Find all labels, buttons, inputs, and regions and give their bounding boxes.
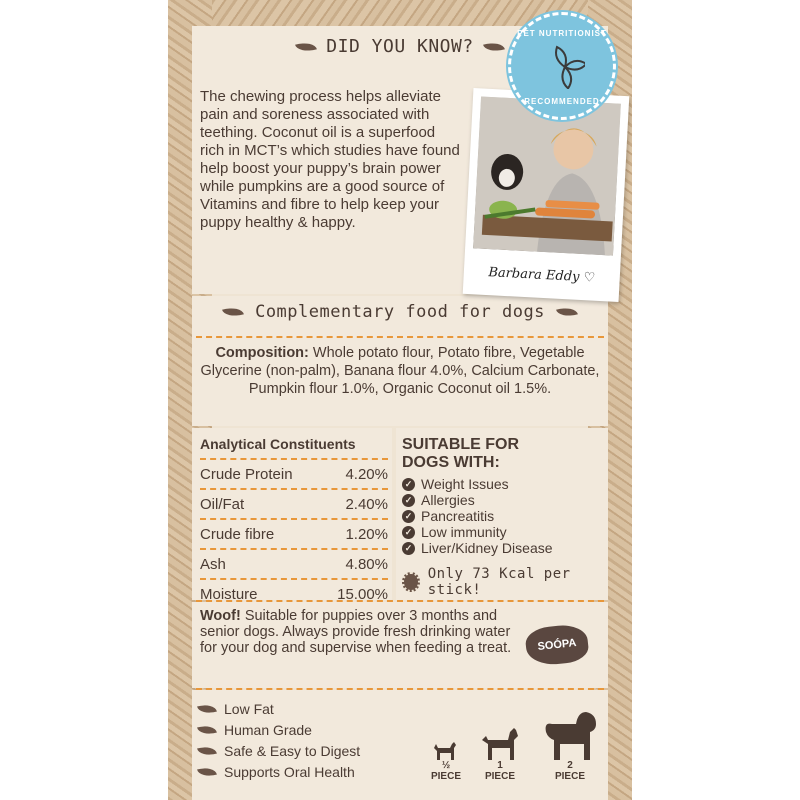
check-icon: ✓ [402,478,415,491]
suitable-title-line2: DOGS WITH: [402,454,500,471]
row-name: Oil/Fat [200,495,245,513]
leaf-icon [197,764,217,778]
composition-text [196,344,604,398]
complementary-title [168,302,632,322]
list-item-label: Weight Issues [421,476,509,492]
nutritionist-photo [463,88,630,302]
feeding-guide [424,696,604,788]
divider [196,336,604,338]
leaf-icon [556,305,578,320]
divider [196,600,604,602]
features-section [196,692,604,792]
kcal-text: Only 73 Kcal per stick! [427,566,571,598]
signature: Barbara Eddy ♡ [487,265,596,286]
row-value: 15.00% [337,585,388,603]
list-item [398,492,604,508]
check-icon: ✓ [402,526,415,539]
row-name: Crude fibre [200,525,275,543]
medium-dog-icon [480,726,520,762]
leaf-icon [483,40,505,55]
feature-label: Supports Oral Health [224,763,355,780]
table-row [196,520,392,548]
piece-unit: PIECE [554,771,585,782]
row-name: Ash [200,555,226,573]
piece-unit: PIECE [430,771,461,782]
row-name: Moisture [200,585,258,603]
suitable-title-line1: SUITABLE FOR [402,436,520,453]
photo-illustration [473,96,621,255]
did-you-know-title-text: DID YOU KNOW? [326,36,474,57]
woof-section [196,604,604,686]
leaf-icon [222,305,244,320]
row-value: 1.20% [345,525,388,543]
large-dog-icon [542,710,598,762]
piece-label [478,760,522,782]
row-value: 4.80% [345,555,388,573]
list-item [398,524,604,540]
list-item [398,476,604,492]
list-item [196,740,360,761]
piece-amount: 1 [497,760,503,771]
composition-ingredients: Whole potato flour, Potato fibre, Vegetable Glycerine (non-palm), Banana flour 4.0%, Calcium Carbonate, Pumpkin flour 1.0%, Organic Coconut oil 1.5%. [200,345,600,397]
list-item [398,508,604,524]
medal-icon [402,572,420,592]
list-item [196,719,360,740]
leaf-trio-icon [545,45,585,89]
features-list [196,698,360,782]
table-row [196,550,392,578]
feature-label: Low Fat [224,700,274,717]
nutritionist-badge [508,12,616,120]
brand-logo: SOÓPA [524,623,590,667]
list-item [196,698,360,719]
table-row [196,460,392,488]
check-icon: ✓ [402,510,415,523]
leaf-icon [197,743,217,757]
check-icon: ✓ [402,494,415,507]
list-item-label: Liver/Kidney Disease [421,540,553,556]
badge-bottom-text: RECOMMENDED [524,97,600,106]
kcal-note [398,566,604,598]
list-item [196,761,360,782]
list-item-label: Low immunity [421,524,507,540]
row-value: 2.40% [345,495,388,513]
complementary-title-text: Complementary food for dogs [255,302,545,322]
feature-label: Human Grade [224,721,312,738]
composition-label: Composition: [215,345,309,361]
piece-label [548,760,592,782]
woof-text [200,608,520,656]
row-name: Crude Protein [200,465,293,483]
leaf-icon [197,701,217,715]
suitable-for [398,430,604,598]
suitable-title [398,430,604,476]
product-label [168,0,632,800]
list-item [398,540,604,556]
row-value: 4.20% [345,465,388,483]
analytical-title: Analytical Constituents [200,436,356,452]
piece-amount: 2 [567,760,573,771]
piece-unit: PIECE [484,771,515,782]
photo-image [473,96,621,255]
woof-lead: Woof! [200,608,241,624]
piece-label [424,760,468,782]
feature-label: Safe & Easy to Digest [224,742,361,759]
leaf-icon [197,722,217,736]
did-you-know-body: The chewing process helps alleviate pain and soreness associated with teething. Coconut oil is a superfood rich in MCT’s which studies have found help boost your puppy’s brain power while pumpkins are a good source of Vitamins and fibre to help keep your puppy healthy & happy. [200,88,460,231]
list-item-label: Allergies [421,492,475,508]
divider [196,688,604,690]
small-dog-icon [432,736,458,762]
list-item-label: Pancreatitis [421,508,495,524]
leaf-icon [295,40,317,55]
analytical-constituents [196,430,392,603]
check-icon: ✓ [402,542,415,555]
piece-amount: ½ [441,760,451,771]
table-row [196,490,392,518]
badge-top-text: PET NUTRITIONIST [517,29,607,38]
woof-body: Suitable for puppies over 3 months and senior dogs. Always provide fresh drinking water for your dog and supervise when feeding a treat. [200,608,512,656]
